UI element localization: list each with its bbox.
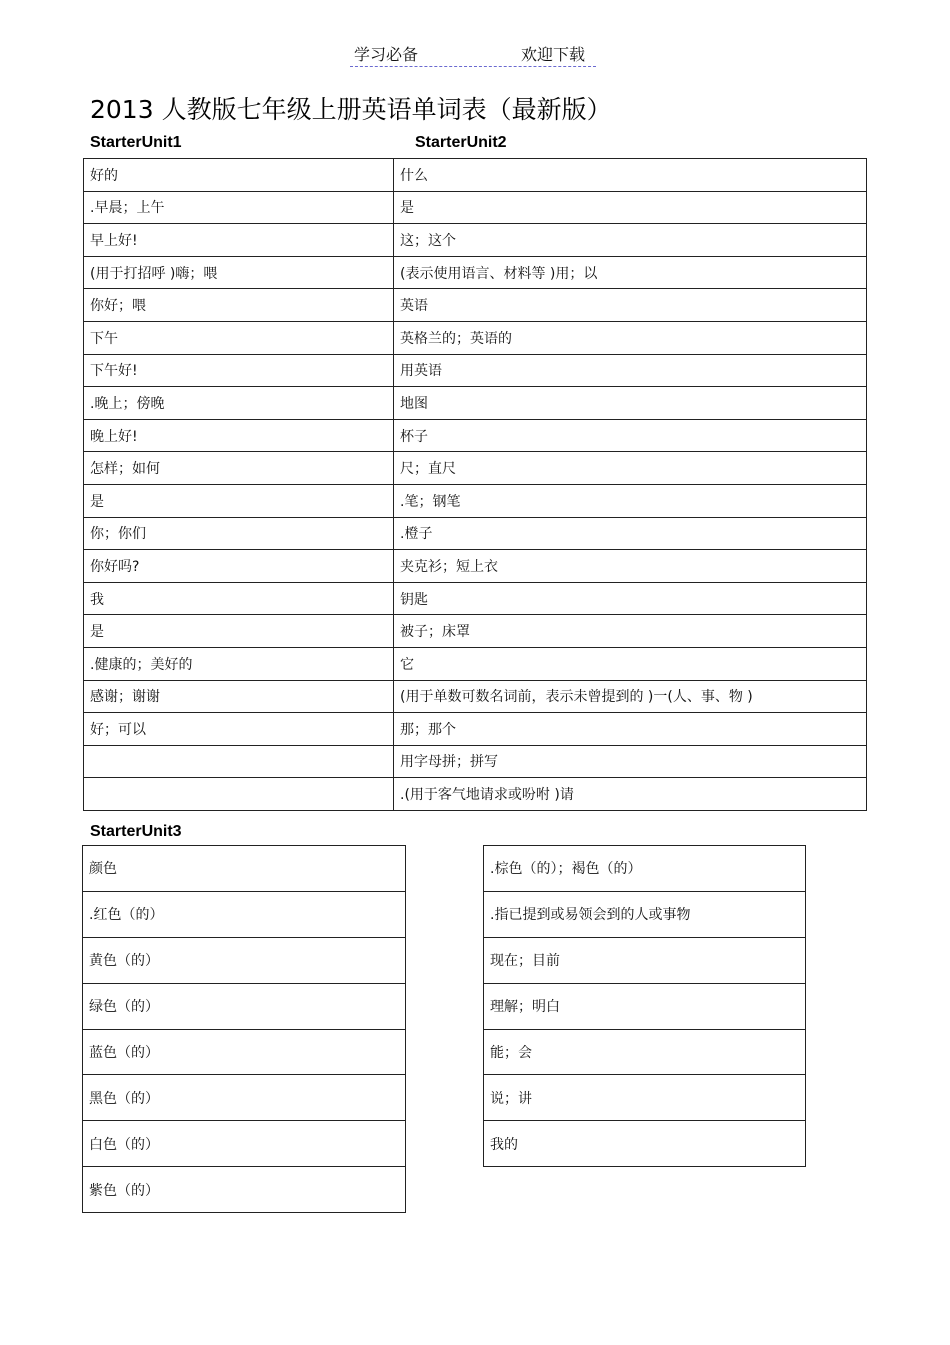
unit1-cell: 早上好!: [84, 224, 394, 257]
unit2-cell: .(用于客气地请求或吩咐 )请: [394, 778, 867, 811]
unit3-left-cell: 蓝色（的）: [83, 1029, 406, 1075]
table-row: [484, 891, 806, 937]
unit3-right-cell: .指已提到或易领会到的人或事物: [484, 891, 806, 937]
unit1-cell: 你好吗?: [84, 550, 394, 583]
unit1-cell: 感谢；谢谢: [84, 680, 394, 713]
table-row: [83, 891, 406, 937]
unit3-left-cell: 黄色（的）: [83, 937, 406, 983]
unit1-cell: 好；可以: [84, 713, 394, 746]
header-right-text: 欢迎下载: [521, 45, 586, 64]
table-row: [84, 191, 867, 224]
unit2-cell: 钥匙: [394, 582, 867, 615]
table-row: [84, 354, 867, 387]
unit2-cell: 英语: [394, 289, 867, 322]
unit1-cell: 好的: [84, 159, 394, 192]
unit2-cell: 用字母拼；拼写: [394, 745, 867, 778]
unit2-cell: 尺；直尺: [394, 452, 867, 485]
unit2-cell: 什么: [394, 159, 867, 192]
table-row: [84, 680, 867, 713]
unit3-right-cell: 理解；明白: [484, 983, 806, 1029]
table-row: [84, 321, 867, 354]
table-row: [84, 713, 867, 746]
unit2-cell: .橙子: [394, 517, 867, 550]
unit3-heading: StarterUnit3: [90, 823, 182, 840]
table-row: [484, 983, 806, 1029]
unit1-cell: 下午: [84, 321, 394, 354]
unit2-cell: 用英语: [394, 354, 867, 387]
unit1-heading: StarterUnit1: [90, 134, 182, 151]
unit2-cell: 它: [394, 647, 867, 680]
table-row: [84, 517, 867, 550]
table-row: [83, 1167, 406, 1213]
table-row: [84, 615, 867, 648]
unit1-cell: 怎样；如何: [84, 452, 394, 485]
table-row: [83, 983, 406, 1029]
vocab-table-unit3-right: [483, 845, 806, 1167]
table-row: [83, 937, 406, 983]
table-row: [84, 582, 867, 615]
table-row: [84, 289, 867, 322]
unit2-cell: (用于单数可数名词前，表示未曾提到的 )一(人、事、物 ): [394, 680, 867, 713]
unit1-cell: .早晨；上午: [84, 191, 394, 224]
unit3-right-cell: .棕色（的）；褐色（的）: [484, 846, 806, 892]
unit2-heading: StarterUnit2: [415, 134, 507, 151]
unit1-cell: 是: [84, 484, 394, 517]
unit3-right-cell: 说；讲: [484, 1075, 806, 1121]
unit2-cell: 这；这个: [394, 224, 867, 257]
table-row: [84, 745, 867, 778]
table-row: [84, 452, 867, 485]
table-row: [484, 1121, 806, 1167]
header-left-text: 学习必备: [354, 45, 419, 64]
table-row: [484, 1029, 806, 1075]
unit1-cell: 你好；喂: [84, 289, 394, 322]
unit2-cell: 那；那个: [394, 713, 867, 746]
unit3-right-cell: 现在；目前: [484, 937, 806, 983]
table-row: [84, 484, 867, 517]
unit1-cell: 晚上好!: [84, 419, 394, 452]
page-title: 2013 人教版七年级上册英语单词表（最新版）: [90, 95, 612, 124]
unit3-right-cell: 能；会: [484, 1029, 806, 1075]
unit2-cell: 被子；床罩: [394, 615, 867, 648]
unit2-cell: 地图: [394, 387, 867, 420]
unit2-cell: .笔；钢笔: [394, 484, 867, 517]
unit2-cell: 夹克衫；短上衣: [394, 550, 867, 583]
unit2-cell: (表示使用语言、材料等 )用；以: [394, 256, 867, 289]
unit1-cell: [84, 778, 394, 811]
table-row: [484, 937, 806, 983]
unit1-cell: (用于打招呼 )嗨；喂: [84, 256, 394, 289]
unit3-right-cell: 我的: [484, 1121, 806, 1167]
unit2-cell: 杯子: [394, 419, 867, 452]
unit1-cell: 你；你们: [84, 517, 394, 550]
unit2-cell: 是: [394, 191, 867, 224]
unit1-cell: 我: [84, 582, 394, 615]
table-row: [84, 256, 867, 289]
unit2-cell: 英格兰的；英语的: [394, 321, 867, 354]
unit1-cell: [84, 745, 394, 778]
table-row: [84, 647, 867, 680]
unit1-cell: .晚上；傍晚: [84, 387, 394, 420]
table-row: [83, 1121, 406, 1167]
table-row: [83, 846, 406, 892]
table-row: [84, 224, 867, 257]
table-row: [83, 1075, 406, 1121]
table-row: [484, 846, 806, 892]
unit3-left-cell: .红色（的）: [83, 891, 406, 937]
unit3-left-cell: 绿色（的）: [83, 983, 406, 1029]
unit3-left-cell: 黑色（的）: [83, 1075, 406, 1121]
unit1-cell: .健康的；美好的: [84, 647, 394, 680]
table-row: [84, 550, 867, 583]
vocab-table-unit3-left: [82, 845, 406, 1213]
table-row: [484, 1075, 806, 1121]
table-row: [84, 387, 867, 420]
table-row: [83, 1029, 406, 1075]
unit3-left-cell: 紫色（的）: [83, 1167, 406, 1213]
table-row: [84, 419, 867, 452]
table-row: [84, 778, 867, 811]
unit3-left-cell: 白色（的）: [83, 1121, 406, 1167]
unit1-cell: 下午好!: [84, 354, 394, 387]
unit3-left-cell: 颜色: [83, 846, 406, 892]
table-row: [84, 159, 867, 192]
page-header: [350, 40, 596, 67]
vocab-table-unit1-unit2: [83, 158, 867, 811]
unit1-cell: 是: [84, 615, 394, 648]
